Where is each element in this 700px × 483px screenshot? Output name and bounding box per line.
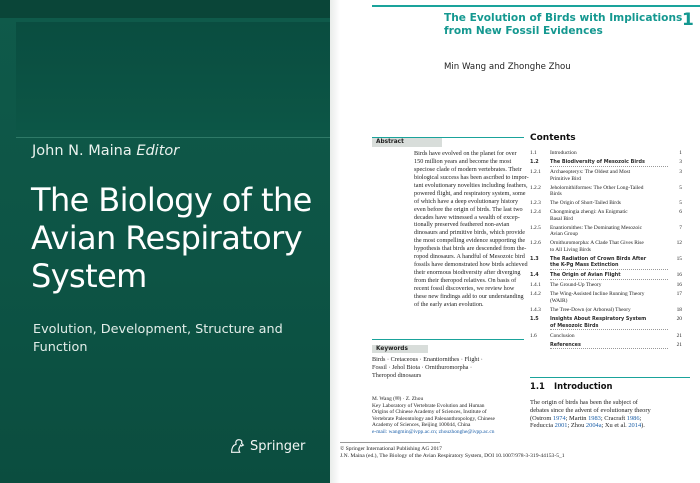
toc-number: 1.4.1 xyxy=(530,282,541,289)
toc-number: 1.2.5 xyxy=(530,224,541,231)
book-subtitle-line: Function xyxy=(33,340,88,355)
toc-title-line: The Origin of Avian Flight xyxy=(550,272,621,279)
table-of-contents xyxy=(530,150,682,352)
abstract-line: speciose clade of modern vertebrates. Their xyxy=(414,165,522,173)
citation-link[interactable]: 1986 xyxy=(626,414,640,422)
toc-entry[interactable] xyxy=(530,316,682,330)
toc-page: 21 xyxy=(676,341,682,348)
abstract-line: biological success has been ascribed to impor- xyxy=(414,173,529,181)
chapter-number: 1 xyxy=(682,10,694,30)
toc-entry[interactable] xyxy=(530,291,682,304)
toc-page: 5 xyxy=(679,200,682,207)
abstract-line: of the early avian evolution. xyxy=(414,300,484,308)
abstract-label: Abstract xyxy=(372,138,442,147)
toc-number: 1.4.3 xyxy=(530,306,541,313)
toc-title-line: The Radiation of Crown Birds After xyxy=(550,255,647,262)
toc-title xyxy=(550,185,668,198)
toc-title-line: of Mesozoic Birds xyxy=(550,322,599,329)
toc-title-line: References xyxy=(550,341,581,348)
cover-divider xyxy=(16,137,330,138)
cover-editor xyxy=(32,143,179,159)
publisher-name: Springer xyxy=(250,438,306,454)
toc-title-line: The Ground-Up Theory xyxy=(550,282,602,289)
affiliation-line: M. Wang (✉) · Z. Zhou xyxy=(372,396,424,402)
toc-title xyxy=(550,159,668,167)
abstract-text xyxy=(414,150,529,309)
toc-page: 16 xyxy=(676,272,682,279)
toc-title xyxy=(550,150,668,157)
book-title-line: System xyxy=(31,257,147,295)
contents-heading: Contents xyxy=(530,133,576,143)
toc-title-line: Primitive Bird xyxy=(550,175,581,182)
abstract-line: decades have witnessed a wealth of excep- xyxy=(414,213,520,221)
toc-title xyxy=(550,342,668,350)
toc-entry[interactable] xyxy=(530,150,682,157)
toc-page: 15 xyxy=(676,255,682,262)
toc-page: 17 xyxy=(676,291,682,298)
toc-title-line: Archaeopteryx: The Oldest and Most xyxy=(550,168,631,175)
abstract-line: fossils have demonstrated how birds achieved xyxy=(414,261,528,269)
toc-entry[interactable] xyxy=(530,240,682,253)
abstract-line: of which have a deep evolutionary history xyxy=(414,197,519,205)
abstract-line: powered flight, and respiratory system, some xyxy=(414,189,526,197)
toc-entry[interactable] xyxy=(530,200,682,207)
toc-entry[interactable] xyxy=(530,282,682,289)
keywords-line: Theropod dinosaurs xyxy=(372,372,422,379)
affiliation-line: Origins of Chinese Academy of Sciences, Institute of xyxy=(372,409,487,416)
toc-number xyxy=(530,342,550,350)
chapter-title-line: The Evolution of Birds with Implications xyxy=(444,12,683,24)
toc-title-line: The Biodiversity of Mesozoic Birds xyxy=(550,158,645,165)
toc-entry[interactable] xyxy=(530,169,682,182)
toc-page: 6 xyxy=(679,209,682,216)
abstract-line: dinosaurs and primitive birds, which provide xyxy=(414,229,526,237)
abstract-line: tant evolutionary novelties including feathers, xyxy=(414,181,528,189)
abstract-line: the most compelling evidence supporting the xyxy=(414,237,526,245)
toc-title-line: Avian Group xyxy=(550,231,578,238)
toc-title-line: Insights About Respiratory System xyxy=(550,315,647,322)
toc-page: 12 xyxy=(676,240,682,247)
toc-title xyxy=(550,291,668,304)
abstract-line: even before the origin of birds. The last two xyxy=(414,205,523,213)
toc-entry[interactable] xyxy=(530,209,682,222)
citation-link[interactable]: 2014 xyxy=(628,422,642,430)
toc-page: 5 xyxy=(679,184,682,191)
toc-title-line: Ornithuromorpha: A Clade That Gives Rise xyxy=(550,240,644,247)
toc-entry[interactable] xyxy=(530,333,682,340)
section-rule xyxy=(530,377,690,378)
toc-entry[interactable] xyxy=(530,225,682,238)
chapter-authors: Min Wang and Zhonghe Zhou xyxy=(444,62,571,72)
toc-entry[interactable] xyxy=(530,159,682,167)
chapter-title-line: from New Fossil Evidences xyxy=(444,25,603,37)
toc-title xyxy=(550,169,668,182)
toc-entry[interactable] xyxy=(530,342,682,350)
toc-title-line: Chongmingia zhengi: An Enigmatic xyxy=(550,209,628,216)
toc-page: 20 xyxy=(676,315,682,322)
toc-entry[interactable] xyxy=(530,256,682,270)
publisher-logo xyxy=(228,437,305,455)
affiliation-line: Academy of Sciences, Beijing 100044, China xyxy=(372,422,471,429)
toc-title xyxy=(550,200,668,207)
toc-page: 3 xyxy=(679,168,682,175)
toc-number: 1.2 xyxy=(530,158,539,165)
toc-title-line: Enantiornithes: The Dominating Mesozoic xyxy=(550,224,642,231)
toc-page: 7 xyxy=(679,224,682,231)
toc-number: 1.2.1 xyxy=(530,168,541,175)
header-rule xyxy=(372,5,700,7)
book-subtitle xyxy=(33,321,323,357)
introduction-text xyxy=(530,399,690,430)
toc-page: 21 xyxy=(676,332,682,339)
affiliation-line: Key Laboratory of Vertebrate Evolution and Human xyxy=(372,402,485,409)
toc-number: 1.2.2 xyxy=(530,184,541,191)
toc-title-line: to All Living Birds xyxy=(550,246,591,253)
affiliation-line: Vertebrate Paleontology and Paleoanthropology, Chinese xyxy=(372,415,495,422)
abstract-line: from their theropod relatives. On basis of xyxy=(414,277,517,284)
abstract-line: ropod dinosaurs. A handful of Mesozoic bird xyxy=(414,253,525,261)
keywords-box xyxy=(372,345,524,381)
citation-link[interactable]: 1983 xyxy=(588,414,601,422)
intro-line: The origin of birds has been the subject of xyxy=(530,399,638,406)
author-email[interactable]: e-mail: wangmin@ivpp.ac.cn; zhouzhonghe@ivpp.ac.cn xyxy=(372,428,495,435)
toc-entry[interactable] xyxy=(530,272,682,280)
page-gutter xyxy=(330,0,340,483)
toc-page: 3 xyxy=(679,158,682,165)
toc-page: 1 xyxy=(679,150,682,156)
footer-line: J.N. Maina (ed.), The Biology of the Avian Respiratory System, DOI 10.1007/978-3-319-44153-5_1 xyxy=(340,453,565,459)
chapter-page[interactable] xyxy=(340,0,700,483)
abstract-line: these new findings add to our understanding xyxy=(414,292,524,300)
toc-title xyxy=(550,333,668,340)
keywords-line: Fossil · Jehol Biota · Ornithuromorpha · xyxy=(372,364,473,371)
section-number: 1.1 xyxy=(530,381,545,391)
toc-title xyxy=(550,256,668,270)
toc-entry[interactable] xyxy=(530,307,682,314)
copyright-footer xyxy=(340,446,690,460)
toc-title-line: The Origin of Short-Tailed Birds xyxy=(550,200,621,207)
toc-number: 1.2.4 xyxy=(530,209,541,216)
toc-title xyxy=(550,225,668,238)
toc-number: 1.1 xyxy=(530,150,537,156)
citation-link[interactable]: 2004a xyxy=(585,422,602,430)
toc-title-line: Conclusion xyxy=(550,332,575,339)
editor-role: Editor xyxy=(136,143,180,159)
abstract-line: their enormous biodiversity after diverging xyxy=(414,269,521,277)
introduction-heading xyxy=(530,381,612,391)
toc-number: 1.5 xyxy=(530,315,539,322)
cover-decorative-panel xyxy=(16,22,330,130)
cover-top-band xyxy=(0,0,330,18)
toc-title-line: Basal Bird xyxy=(550,215,573,222)
toc-number: 1.2.6 xyxy=(530,240,541,247)
toc-title-line: (WAIR) xyxy=(550,297,568,304)
abstract-line: Birds have evolved on the planet for over xyxy=(414,150,517,157)
toc-number: 1.3 xyxy=(530,255,539,262)
citation-link[interactable]: 1974 xyxy=(552,414,566,422)
footer-rule xyxy=(340,442,440,443)
toc-title-line: the K-Pg Mass Extinction xyxy=(550,262,619,269)
toc-title xyxy=(550,316,668,330)
footer-line: © Springer International Publishing AG 2017 xyxy=(340,446,442,452)
intro-line: (Ostrom 1974; Martin 1983; Cracraft 1986; xyxy=(530,414,642,422)
abstract-line: hypothesis that birds are descended from the- xyxy=(414,245,527,253)
toc-title-line: Birds xyxy=(550,191,562,198)
toc-number: 1.4 xyxy=(530,272,539,279)
book-cover[interactable] xyxy=(0,0,330,483)
editor-name: John N. Maina xyxy=(32,143,132,159)
toc-title xyxy=(550,272,668,280)
abstract-line: 150 million years and become the most xyxy=(414,157,512,165)
citation-link[interactable]: 2001 xyxy=(554,422,568,430)
toc-number: 1.2.3 xyxy=(530,200,541,207)
toc-title xyxy=(550,240,668,253)
toc-number: 1.6 xyxy=(530,332,537,339)
toc-title xyxy=(550,282,668,289)
toc-title-line: Introduction xyxy=(550,150,577,156)
toc-title-line: Jeholornithiformes: The Other Long-Tailed xyxy=(550,184,644,191)
intro-line: Feduccia 2001; Zhou 2004a; Xu et al. 2014). xyxy=(530,422,645,430)
book-title-line: The Biology of the xyxy=(31,181,312,219)
toc-title xyxy=(550,209,668,222)
toc-number: 1.4.2 xyxy=(530,291,541,298)
abstract-box xyxy=(372,137,529,340)
chapter-title xyxy=(444,12,684,38)
toc-page: 16 xyxy=(676,282,682,289)
keywords-label: Keywords xyxy=(372,345,428,353)
abstract-line: tionally preserved feathered non-avian xyxy=(414,221,510,229)
springer-horse-icon xyxy=(228,437,246,455)
toc-page: 18 xyxy=(676,306,682,313)
toc-title xyxy=(550,307,668,314)
intro-line: debates since the advent of evolutionary theory xyxy=(530,406,651,414)
book-title-line: Avian Respiratory xyxy=(31,219,303,257)
keywords-text xyxy=(372,356,522,380)
keywords-line: Birds · Cretaceous · Enantiornithes · Flight · xyxy=(372,356,483,363)
section-title: Introduction xyxy=(554,381,613,391)
book-title xyxy=(31,181,326,295)
toc-entry[interactable] xyxy=(530,185,682,198)
toc-title-line: The Tree-Down (or Arboreal) Theory xyxy=(550,306,631,313)
book-subtitle-line: Evolution, Development, Structure and xyxy=(33,322,283,337)
toc-title-line: The Wing-Assisted Incline Running Theory xyxy=(550,291,645,298)
abstract-line: recent fossil discoveries, we review how xyxy=(414,284,515,292)
author-affiliation xyxy=(372,396,532,436)
